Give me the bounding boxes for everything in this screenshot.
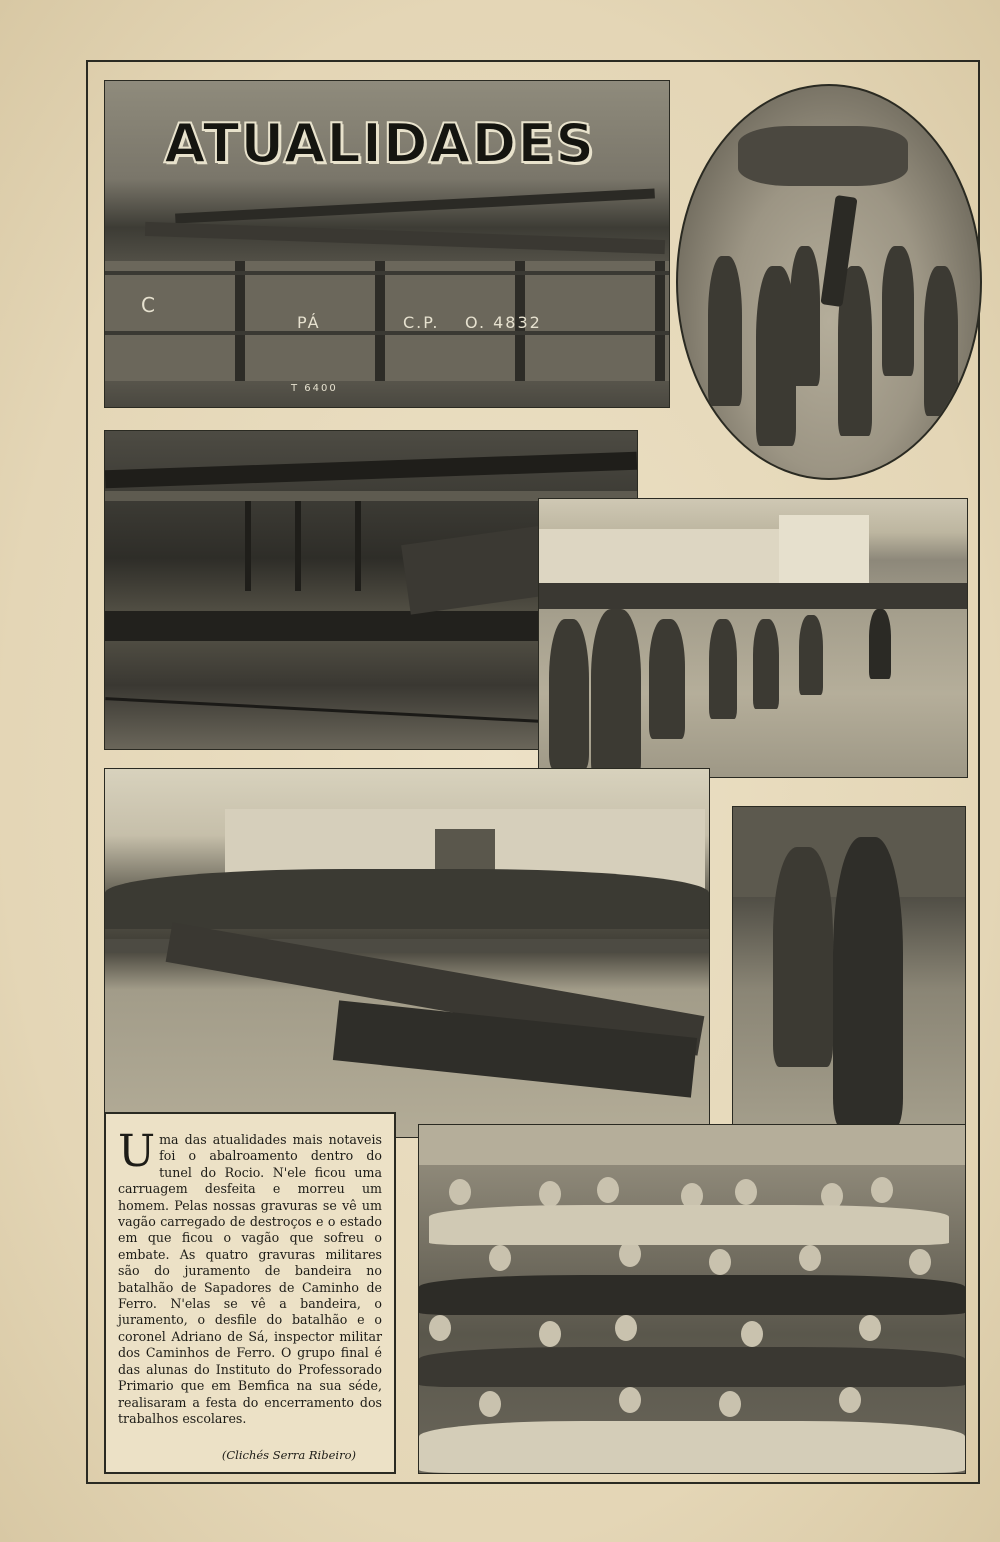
soldier-figure [790, 246, 820, 386]
flag [869, 609, 891, 679]
wagon-plank-line [105, 331, 669, 335]
student-face [909, 1249, 931, 1275]
photo-battalion-parade [104, 768, 710, 1138]
officer-figure [591, 609, 641, 778]
student-face [719, 1391, 741, 1417]
student-face [449, 1179, 471, 1205]
student-face [839, 1387, 861, 1413]
photo-flag-oath [538, 498, 968, 778]
officer-figure [649, 619, 685, 739]
soldier-figure [708, 256, 742, 406]
student-face [489, 1245, 511, 1271]
photo-students-group [418, 1124, 966, 1474]
white-dresses-row [429, 1205, 949, 1245]
student-face [859, 1315, 881, 1341]
post [355, 501, 361, 591]
article-text: ma das atualidades mais notaveis foi o abalroamento dentro do tunel do Rocio. N'ele ficou uma carruagem desfeita e morreu um homem. Pelas nossas gravuras se vê um vagão carregado de destroços e o estado em que ficou o vagão que sofreu o embate. As quatro gravuras militares são do juramento de bandeira no batalhão de Sapadores de Caminho de Ferro. N'elas se vê a bandeira, o juramento, o desfile do batalhão e o coronel Adriano de Sá, inspector militar dos Caminhos de Ferro. O grupo final é das alunas do Instituto do Professorado Primario que em Bemfica na sua séde, realisaram a festa do encerramento dos trabalhos escolares. [118, 1132, 382, 1426]
photo-colonel-adriano-de-sa [732, 806, 966, 1140]
wagon-mark-number: O. 4832 [465, 313, 542, 332]
roof-beam [105, 452, 637, 489]
tree-line [105, 869, 709, 929]
page-title: ATUALIDADES [164, 112, 596, 175]
barracks-tower [779, 515, 869, 585]
officer-figure [773, 847, 833, 1067]
student-face [871, 1177, 893, 1203]
debris-beam [175, 188, 655, 223]
student-face [615, 1315, 637, 1341]
soldier-figure [882, 246, 914, 376]
soldier-figure [799, 615, 823, 695]
colonel-figure [833, 837, 903, 1127]
student-face [799, 1245, 821, 1271]
wagon-mark-cp: C.P. [403, 313, 440, 332]
student-face [539, 1321, 561, 1347]
wagon-mark-letter: C [141, 293, 157, 317]
troops-background [738, 126, 908, 186]
student-face [429, 1315, 451, 1341]
dark-dresses-row [419, 1275, 965, 1315]
drop-cap: U [118, 1126, 156, 1177]
post [245, 501, 251, 591]
wagon-plank-line [105, 271, 669, 275]
wagon-mark-small: T 6400 [291, 383, 338, 394]
front-row-dresses [419, 1421, 965, 1473]
building-wall [419, 1125, 965, 1165]
soldier-figure [709, 619, 737, 719]
dark-dresses-row [419, 1347, 965, 1387]
wagon-mark-chalk: PÁ [297, 313, 321, 332]
photo-flag-bearers-oval [676, 84, 982, 480]
student-face [479, 1391, 501, 1417]
student-face [741, 1321, 763, 1347]
student-face [597, 1177, 619, 1203]
photo-credit: (Clichés Serra Ribeiro) [221, 1448, 356, 1462]
student-face [709, 1249, 731, 1275]
student-face [619, 1387, 641, 1413]
article-textbox [104, 1112, 396, 1474]
soldier-figure [924, 266, 958, 416]
wagon-side-planks [105, 261, 669, 381]
soldier-figure [753, 619, 779, 709]
student-face [735, 1179, 757, 1205]
debris-beam [145, 222, 665, 254]
student-face [539, 1181, 561, 1207]
officer-figure [549, 619, 589, 769]
post [295, 501, 301, 591]
crowd-line [539, 583, 967, 609]
article-paragraph [118, 1126, 382, 1427]
